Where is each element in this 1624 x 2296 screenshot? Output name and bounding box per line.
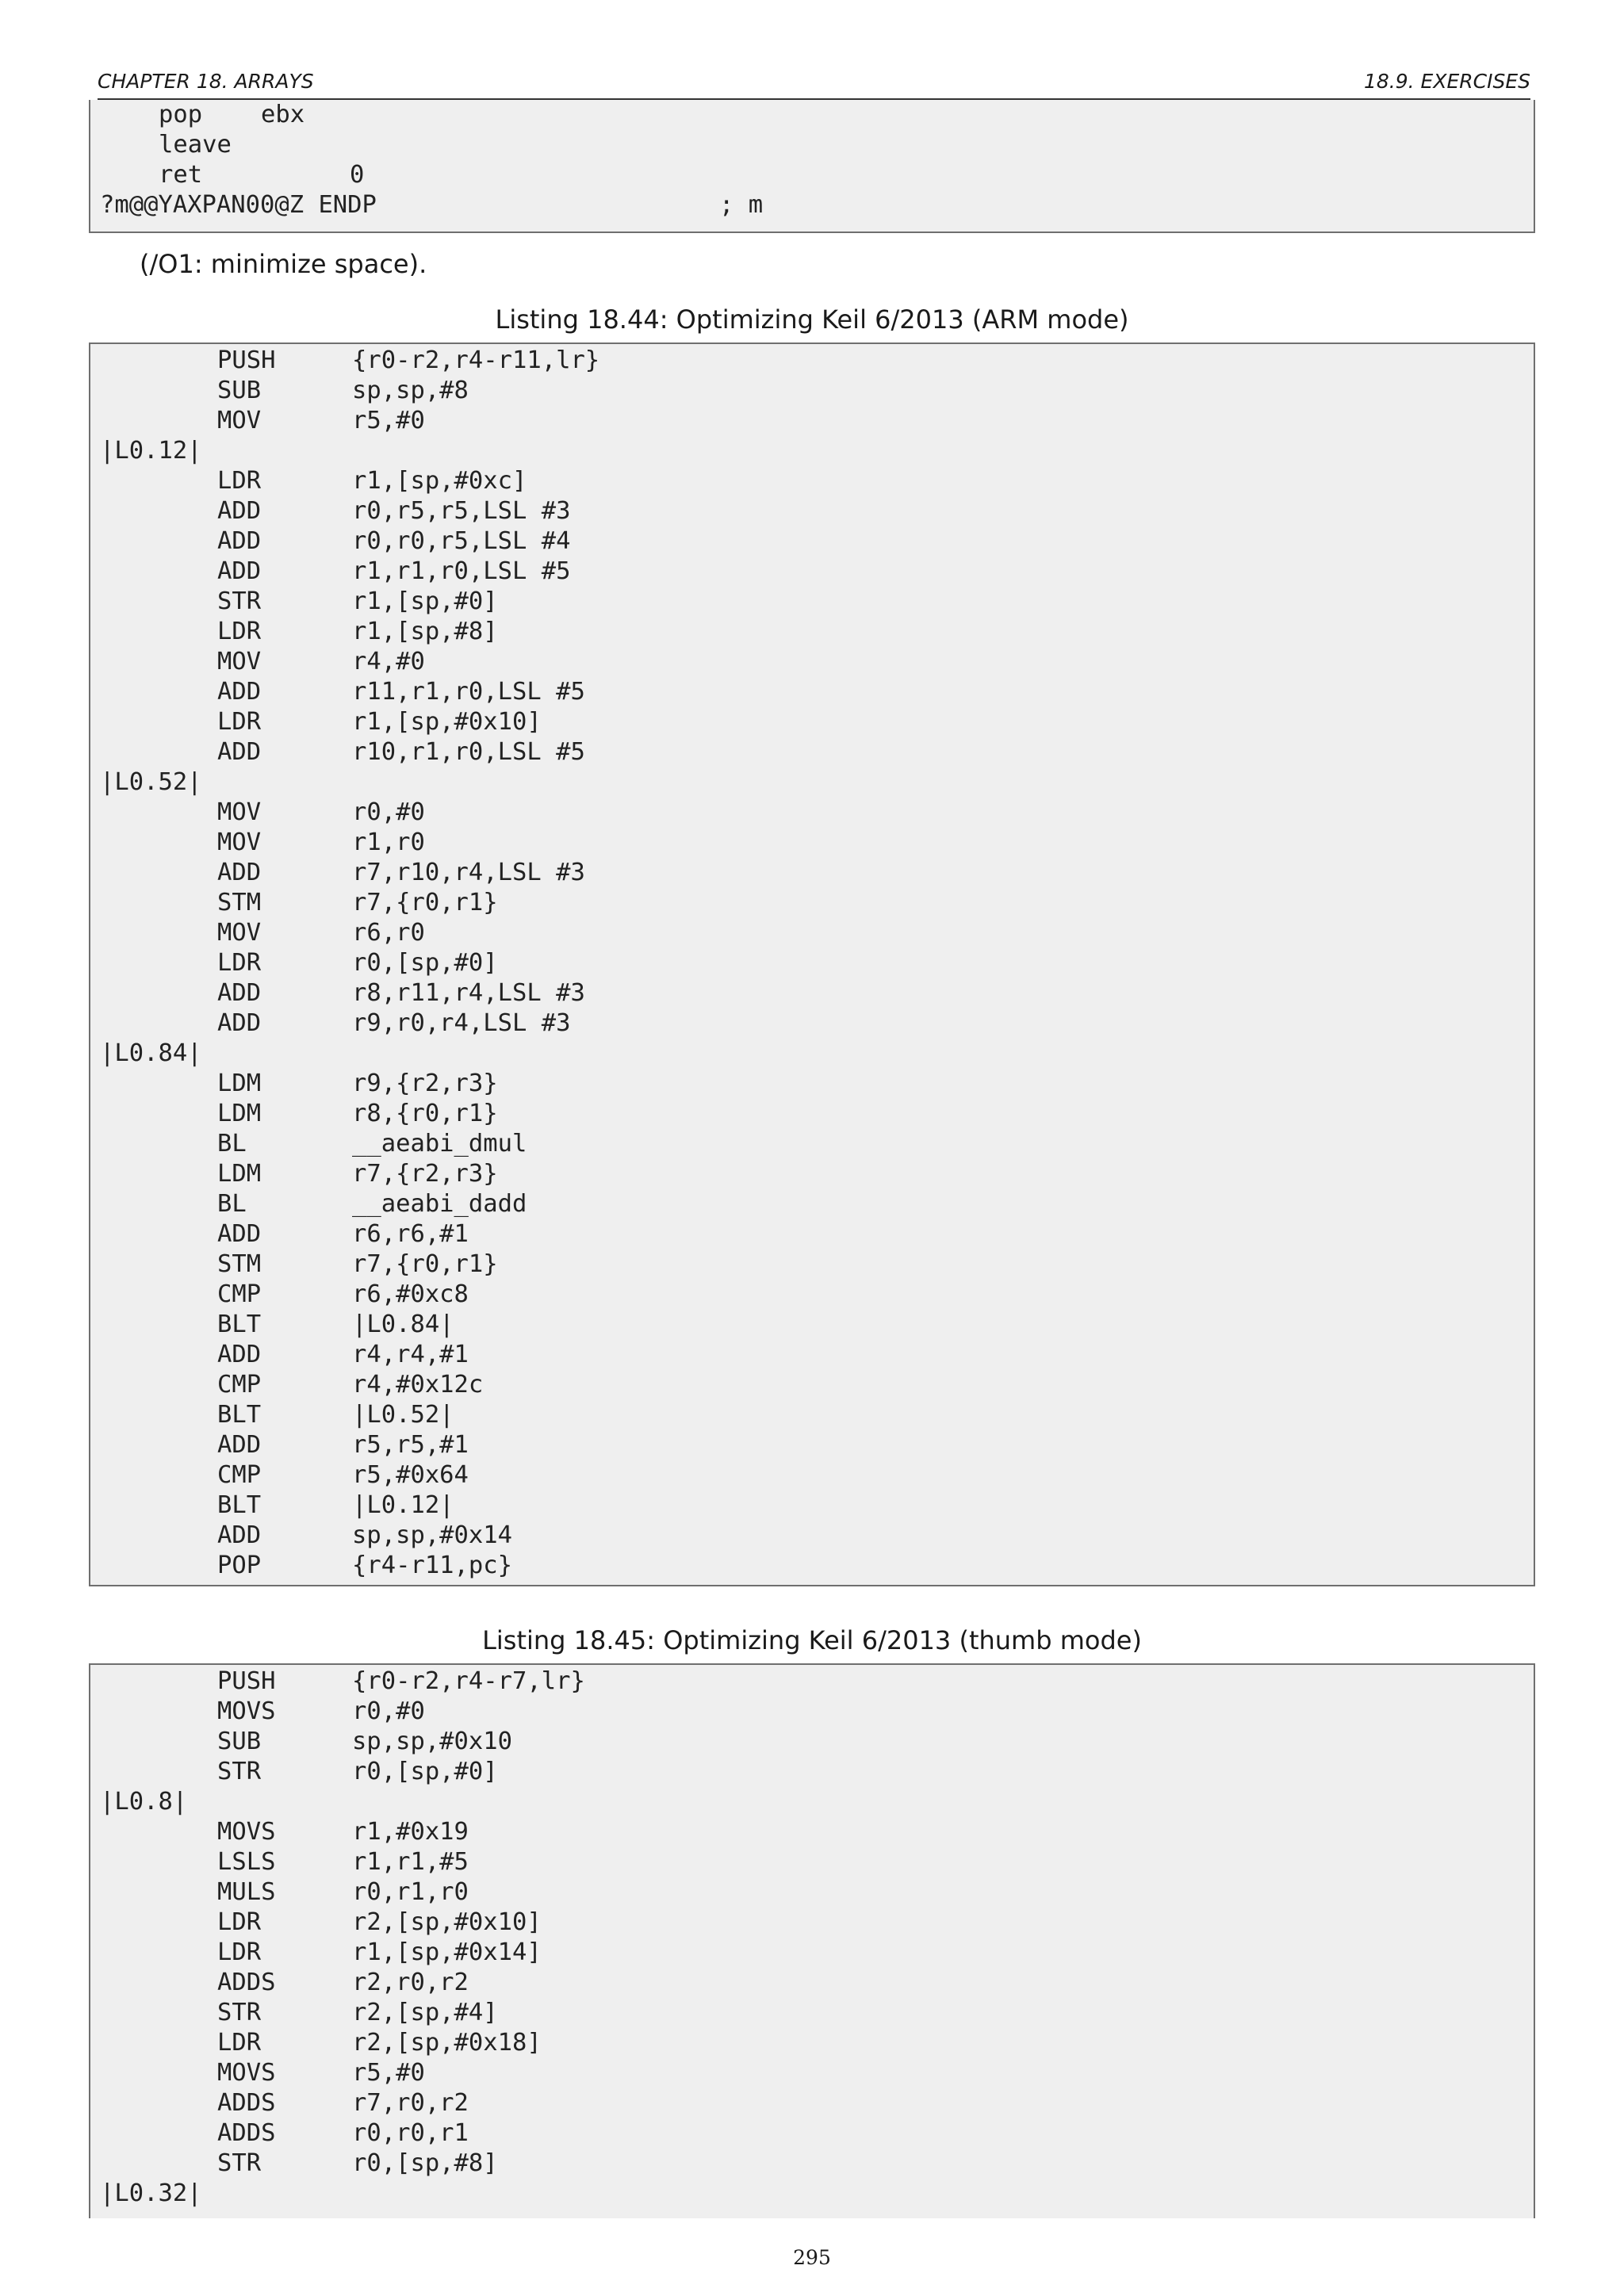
code-op: LSLS bbox=[217, 1848, 276, 1876]
code-arg: r11,r1,r0,LSL #5 bbox=[352, 678, 585, 706]
code-op: STR bbox=[217, 2149, 262, 2177]
code-op: BLT bbox=[217, 1491, 262, 1519]
code-arg: r9,r0,r4,LSL #3 bbox=[352, 1009, 571, 1037]
code-arg: ebx bbox=[261, 101, 305, 128]
code-op: STR bbox=[217, 587, 262, 615]
code-op: ADD bbox=[217, 1521, 262, 1549]
code-arg: r5,#0x64 bbox=[352, 1461, 469, 1489]
code-op: ADD bbox=[217, 859, 262, 886]
code-arg: sp,sp,#8 bbox=[352, 377, 469, 404]
code-arg: r7,r0,r2 bbox=[352, 2089, 469, 2117]
code-arg: r0,[sp,#8] bbox=[352, 2149, 498, 2177]
code-label: |L0.52| bbox=[100, 768, 202, 796]
code-arg: r4,#0x12c bbox=[352, 1371, 484, 1399]
code-endp: ?m@@YAXPAN00@Z ENDP bbox=[100, 191, 377, 219]
code-arg: r5,#0 bbox=[352, 2059, 425, 2087]
code-arg: r0,r0,r1 bbox=[352, 2119, 469, 2147]
code-op: STM bbox=[217, 1250, 262, 1278]
code-op: LDR bbox=[217, 949, 262, 977]
code-op: LDR bbox=[217, 618, 262, 645]
code-arg: |L0.12| bbox=[352, 1491, 454, 1519]
code-arg: __aeabi_dmul bbox=[352, 1130, 527, 1158]
code-op: ADD bbox=[217, 738, 262, 766]
code-op: LDR bbox=[217, 1938, 262, 1966]
code-arg: r1,[sp,#0x10] bbox=[352, 708, 542, 736]
code-listing-prev bbox=[89, 100, 1535, 233]
code-op: LDM bbox=[217, 1100, 262, 1127]
code-op: LDR bbox=[217, 708, 262, 736]
code-arg: r7,{r0,r1} bbox=[352, 889, 498, 916]
code-op: CMP bbox=[217, 1461, 262, 1489]
code-arg: {r0-r2,r4-r11,lr} bbox=[352, 346, 600, 374]
code-arg: {r0-r2,r4-r7,lr} bbox=[352, 1667, 585, 1695]
listing-caption: Listing 18.44: Optimizing Keil 6/2013 (ARM mode) bbox=[495, 304, 1129, 335]
listing-caption: Listing 18.45: Optimizing Keil 6/2013 (thumb mode) bbox=[482, 1625, 1142, 1655]
code-arg: |L0.84| bbox=[352, 1311, 454, 1338]
code-arg: 0 bbox=[350, 161, 365, 189]
code-op: ADDS bbox=[217, 2089, 276, 2117]
chapter-title: CHAPTER 18. ARRAYS bbox=[98, 70, 314, 93]
code-op: MOVS bbox=[217, 1818, 276, 1846]
code-op: MOVS bbox=[217, 1697, 276, 1725]
code-op: BLT bbox=[217, 1401, 262, 1429]
code-op: ADD bbox=[217, 497, 262, 525]
code-arg: r6,r6,#1 bbox=[352, 1220, 469, 1248]
code-arg: r2,r0,r2 bbox=[352, 1969, 469, 1996]
section-title: 18.9. EXERCISES bbox=[1363, 70, 1530, 93]
code-arg: |L0.52| bbox=[352, 1401, 454, 1429]
code-op: ADD bbox=[217, 1009, 262, 1037]
code-op: BL bbox=[217, 1190, 247, 1218]
code-op: MOV bbox=[217, 828, 262, 856]
code-op: STR bbox=[217, 1999, 262, 2026]
code-arg: r0,r1,r0 bbox=[352, 1878, 469, 1906]
code-op: ADD bbox=[217, 527, 262, 555]
code-op: LDM bbox=[217, 1160, 262, 1188]
code-op: LDR bbox=[217, 467, 262, 495]
code-op: MOVS bbox=[217, 2059, 276, 2087]
code-op: ADD bbox=[217, 557, 262, 585]
code-arg: r0,[sp,#0] bbox=[352, 949, 498, 977]
running-header bbox=[98, 68, 1530, 100]
code-op: MULS bbox=[217, 1878, 276, 1906]
code-arg: r8,r11,r4,LSL #3 bbox=[352, 979, 585, 1007]
code-op: PUSH bbox=[217, 1667, 276, 1695]
code-arg: r0,r0,r5,LSL #4 bbox=[352, 527, 571, 555]
code-arg: r0,#0 bbox=[352, 1697, 425, 1725]
code-arg: r1,r1,#5 bbox=[352, 1848, 469, 1876]
code-op: pop bbox=[159, 101, 203, 128]
code-arg: __aeabi_dadd bbox=[352, 1190, 527, 1218]
code-op: MOV bbox=[217, 919, 262, 947]
code-arg: sp,sp,#0x10 bbox=[352, 1728, 512, 1755]
code-op: STR bbox=[217, 1758, 262, 1785]
code-op: ret bbox=[159, 161, 203, 189]
code-arg: r9,{r2,r3} bbox=[352, 1070, 498, 1097]
code-op: ADDS bbox=[217, 2119, 276, 2147]
code-arg: r6,r0 bbox=[352, 919, 425, 947]
code-label: |L0.32| bbox=[100, 2179, 202, 2207]
code-arg: r1,r1,r0,LSL #5 bbox=[352, 557, 571, 585]
code-op: MOV bbox=[217, 648, 262, 675]
code-arg: r7,{r2,r3} bbox=[352, 1160, 498, 1188]
code-arg: r0,[sp,#0] bbox=[352, 1758, 498, 1785]
code-op: LDR bbox=[217, 2029, 262, 2057]
paragraph: (/O1: minimize space). bbox=[140, 249, 427, 279]
code-op: MOV bbox=[217, 407, 262, 434]
code-op: BLT bbox=[217, 1311, 262, 1338]
code-op: ADD bbox=[217, 1341, 262, 1368]
code-arg: sp,sp,#0x14 bbox=[352, 1521, 512, 1549]
code-op: ADD bbox=[217, 1431, 262, 1459]
code-arg: r10,r1,r0,LSL #5 bbox=[352, 738, 585, 766]
code-op: SUB bbox=[217, 1728, 262, 1755]
code-op: POP bbox=[217, 1552, 262, 1579]
code-op: ADD bbox=[217, 979, 262, 1007]
code-arg: r1,[sp,#8] bbox=[352, 618, 498, 645]
code-op: ADD bbox=[217, 1220, 262, 1248]
code-arg: r4,r4,#1 bbox=[352, 1341, 469, 1368]
code-arg: r1,[sp,#0x14] bbox=[352, 1938, 542, 1966]
code-op: CMP bbox=[217, 1280, 262, 1308]
code-arg: r7,{r0,r1} bbox=[352, 1250, 498, 1278]
code-label: |L0.12| bbox=[100, 437, 202, 465]
code-arg: r1,r0 bbox=[352, 828, 425, 856]
code-label: |L0.8| bbox=[100, 1788, 188, 1816]
code-op: SUB bbox=[217, 377, 262, 404]
code-comment: ; m bbox=[719, 191, 764, 219]
code-op: LDM bbox=[217, 1070, 262, 1097]
code-op: CMP bbox=[217, 1371, 262, 1399]
code-op: ADDS bbox=[217, 1969, 276, 1996]
code-arg: r2,[sp,#0x18] bbox=[352, 2029, 542, 2057]
code-op: PUSH bbox=[217, 346, 276, 374]
code-arg: r2,[sp,#4] bbox=[352, 1999, 498, 2026]
code-arg: r1,[sp,#0] bbox=[352, 587, 498, 615]
code-arg: r6,#0xc8 bbox=[352, 1280, 469, 1308]
code-listing-arm bbox=[89, 342, 1535, 1586]
code-arg: r4,#0 bbox=[352, 648, 425, 675]
code-op: BL bbox=[217, 1130, 247, 1158]
code-op: MOV bbox=[217, 798, 262, 826]
code-op: LDR bbox=[217, 1908, 262, 1936]
code-arg: r8,{r0,r1} bbox=[352, 1100, 498, 1127]
code-arg: r7,r10,r4,LSL #3 bbox=[352, 859, 585, 886]
code-arg: r1,#0x19 bbox=[352, 1818, 469, 1846]
code-arg: r0,#0 bbox=[352, 798, 425, 826]
code-op: ADD bbox=[217, 678, 262, 706]
code-arg: r0,r5,r5,LSL #3 bbox=[352, 497, 571, 525]
code-arg: r2,[sp,#0x10] bbox=[352, 1908, 542, 1936]
code-arg: {r4-r11,pc} bbox=[352, 1552, 512, 1579]
code-arg: r5,#0 bbox=[352, 407, 425, 434]
code-arg: r1,[sp,#0xc] bbox=[352, 467, 527, 495]
code-op: STM bbox=[217, 889, 262, 916]
code-arg: r5,r5,#1 bbox=[352, 1431, 469, 1459]
code-listing-thumb bbox=[89, 1663, 1535, 2218]
code-label: |L0.84| bbox=[100, 1039, 202, 1067]
page-number: 295 bbox=[793, 2246, 831, 2269]
code-op: leave bbox=[159, 131, 232, 159]
